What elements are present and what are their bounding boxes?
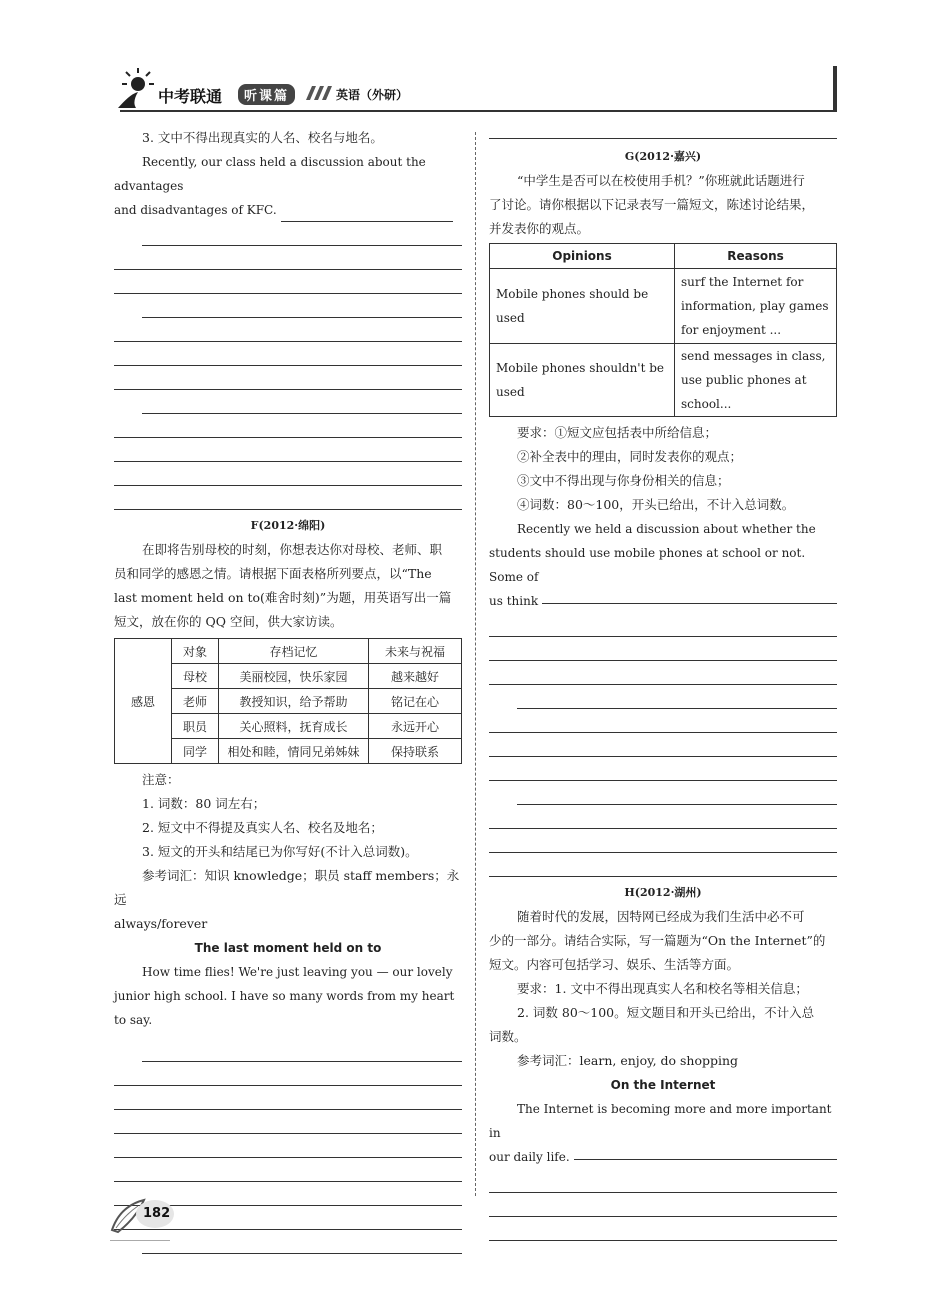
h-start-2: [489, 1145, 837, 1169]
column-divider: [475, 132, 476, 1196]
table-header: Opinions: [490, 244, 675, 269]
table-cell: Mobile phones shouldn't be used: [490, 344, 675, 417]
header-side-bar: [833, 66, 837, 112]
right-column: [489, 138, 837, 1241]
e-requirement-3: 3. 文中不得出现真实的人名、校名与地名。: [142, 130, 383, 145]
h-req-1: 要求：1. 文中不得出现真实人名和校名等相关信息；: [517, 981, 808, 996]
table-row: [490, 344, 837, 417]
table-header: Reasons: [675, 244, 837, 269]
f-title: F(2012·绵阳): [250, 519, 326, 532]
note-3: 3. 短文的开头和结尾已为你写好(不计入总词数)。: [142, 844, 418, 859]
g-start-1: Recently we held a discussion about whether the: [517, 522, 816, 536]
table-row: [115, 639, 462, 664]
answer-blank[interactable]: [542, 589, 837, 604]
g-start-2: students should use mobile phones at school or not. Some of: [489, 546, 806, 584]
g-intro-3: 并发表你的观点。: [489, 221, 590, 236]
table-cell: 老师: [172, 689, 219, 714]
table-cell: 职员: [172, 714, 219, 739]
left-column: [114, 126, 462, 1254]
answer-blank[interactable]: [281, 207, 453, 222]
e-start-text: and disadvantages of KFC.: [114, 203, 277, 217]
f-start-3: to say.: [114, 1013, 153, 1027]
g-writing-lines[interactable]: [489, 613, 837, 877]
table-row: [490, 244, 837, 269]
table-cell: surf the Internet for information, play games for enjoyment ...: [675, 269, 837, 344]
table-header: 对象: [172, 639, 219, 664]
g-req-2: ②补全表中的理由，同时发表你的观点；: [517, 449, 743, 464]
g-start-3: [489, 589, 837, 613]
table-cell: 母校: [172, 664, 219, 689]
table-cell: 保持联系: [369, 739, 462, 764]
g-start-text: us think: [489, 594, 539, 608]
answer-blank[interactable]: [574, 1145, 837, 1160]
f-intro-1: 在即将告别母校的时刻，你想表达你对母校、老师、职: [142, 542, 443, 557]
h-intro-1: 随着时代的发展，因特网已经成为我们生活中必不可: [517, 909, 805, 924]
section-label: 听课篇: [238, 84, 295, 105]
h-intro-2: 少的一部分。请结合实际，写一篇题为“On the Internet”的: [489, 933, 826, 948]
f-gratitude-table: [114, 638, 462, 764]
h-essay-title: On the Internet: [610, 1078, 716, 1092]
h-intro-3: 短文。内容可包括学习、娱乐、生活等方面。: [489, 957, 740, 972]
h-vocab: 参考词汇：learn, enjoy, do shopping: [517, 1053, 739, 1068]
table-cell: 同学: [172, 739, 219, 764]
sun-tree-logo-icon: [112, 64, 158, 110]
header-rule: [120, 110, 836, 112]
table-cell: 铭记在心: [369, 689, 462, 714]
e-start-line-1: Recently, our class held a discussion about the advantages: [114, 155, 426, 193]
h-req-2a: 2. 词数 80～100。短文题目和开头已给出，不计入总: [517, 1005, 815, 1020]
g-title: G(2012·嘉兴): [624, 150, 702, 163]
table-cell: 美丽校园，快乐家园: [219, 664, 369, 689]
note-2: 2. 短文中不得提及真实人名、校名及地名；: [142, 820, 383, 835]
vocab-line-2: always/forever: [114, 916, 208, 931]
brand-title: 中考联通: [158, 87, 223, 106]
e-writing-lines[interactable]: [114, 222, 462, 510]
g-req-4: ④词数：80～100，开头已给出，不计入总词数。: [517, 497, 795, 512]
note-1: 1. 词数：80 词左右；: [142, 796, 266, 811]
subject-label: 英语（外研）: [336, 88, 409, 102]
slash-decoration-icon: [300, 86, 332, 100]
e-start-line-2: [114, 198, 462, 222]
h-title: H(2012·湖州): [624, 886, 702, 899]
table-header: 存档记忆: [219, 639, 369, 664]
note-label: 注意：: [142, 772, 180, 787]
footer-rule: [110, 1240, 170, 1241]
right-top-rule: [489, 138, 837, 139]
g-req-1: 要求：①短文应包括表中所给信息；: [517, 425, 718, 440]
table-row: [490, 269, 837, 344]
table-cell: 关心照料，抚育成长: [219, 714, 369, 739]
f-start-1: How time flies! We're just leaving you — our lovely: [142, 965, 453, 979]
table-cell: 相处和睦，情同兄弟姊妹: [219, 739, 369, 764]
f-intro-3: last moment held on to(难舍时刻)”为题，用英语写出一篇: [114, 590, 452, 605]
f-intro-2: 员和同学的感恩之情。请根据下面表格所列要点，以“The: [114, 566, 432, 581]
g-intro-1: “中学生是否可以在校使用手机？”你班就此话题进行: [517, 173, 805, 188]
page-header: [100, 62, 840, 122]
page-number: 182: [143, 1206, 171, 1221]
table-cell: send messages in class, use public phones at school...: [675, 344, 837, 417]
f-essay-title: The last moment held on to: [194, 941, 382, 955]
table-header: 未来与祝福: [369, 639, 462, 664]
h-req-2b: 词数。: [489, 1029, 527, 1044]
f-start-2: junior high school. I have so many words from my heart: [114, 989, 455, 1003]
table-cell: Mobile phones should be used: [490, 269, 675, 344]
h-start-text: our daily life.: [489, 1150, 570, 1164]
vocab-line-1: 参考词汇：知识 knowledge；职员 staff members；永远: [114, 868, 460, 907]
h-writing-lines[interactable]: [489, 1169, 837, 1241]
table-cell: 教授知识，给予帮助: [219, 689, 369, 714]
table-cell: 永远开心: [369, 714, 462, 739]
g-intro-2: 了讨论。请你根据以下记录表写一篇短文，陈述讨论结果，: [489, 197, 815, 212]
table-row-label: 感恩: [115, 639, 172, 764]
g-req-3: ③文中不得出现与你身份相关的信息；: [517, 473, 730, 488]
h-start-1: The Internet is becoming more and more important in: [489, 1102, 832, 1140]
table-cell: 越来越好: [369, 664, 462, 689]
f-intro-4: 短文，放在你的 QQ 空间，供大家访读。: [114, 614, 343, 629]
g-opinions-table: [489, 243, 837, 417]
